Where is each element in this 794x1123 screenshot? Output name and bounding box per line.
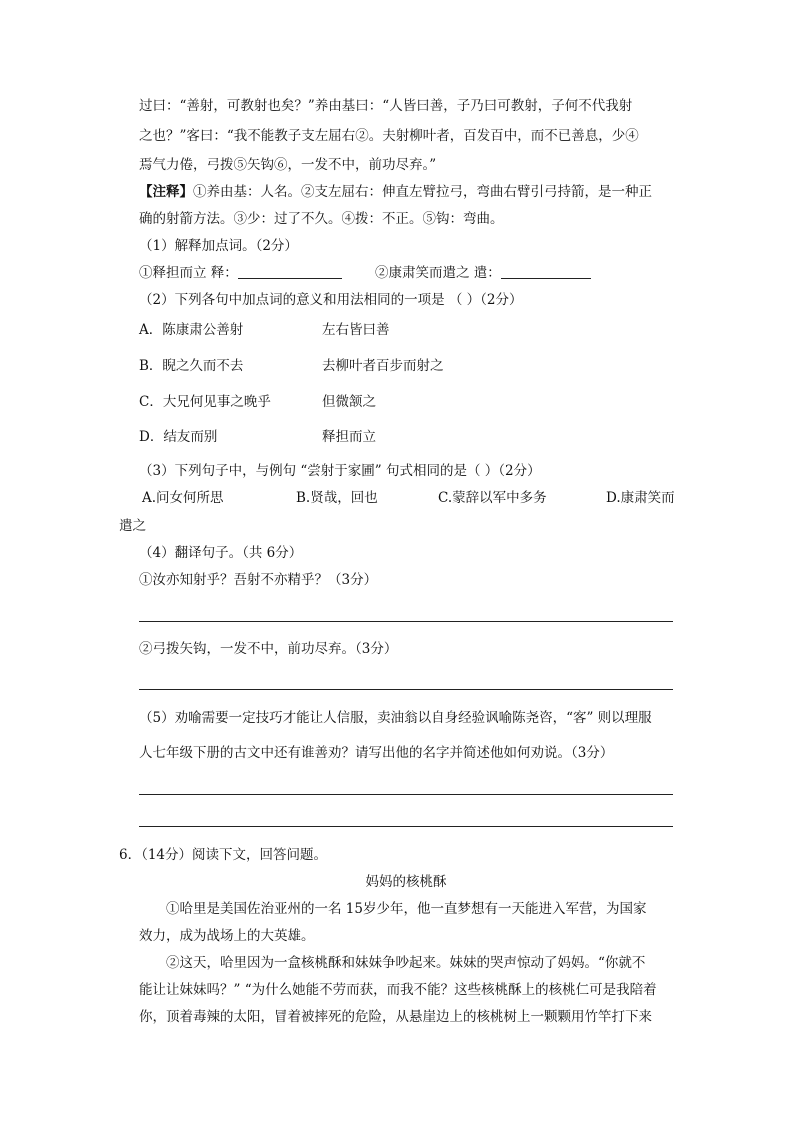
q5-line-1: （5）劝喻需要一定技巧才能让人信服，卖油翁以自身经验讽喻陈尧咨，“客” 则以理服	[139, 710, 652, 726]
q1-answer-blank-b[interactable]	[501, 264, 591, 279]
q5-answer-line-2[interactable]	[139, 826, 673, 827]
q4-answer-line-1[interactable]	[139, 621, 673, 622]
q2-option-c-right: 但微颔之	[322, 394, 376, 410]
q1-item-b: ②康肃笑而遣之 遣：	[375, 263, 591, 283]
notes-line-2: 确的射箭方法。③少：过了不久。④拨：不正。⑤钩：弯曲。	[139, 211, 504, 227]
q2-option-d-left: D．结友而别	[139, 429, 218, 445]
q3-option-b: B.贤哉，回也	[296, 490, 378, 506]
q1-stem: （1）解释加点词。（2分）	[139, 238, 298, 254]
q6-paragraph-2-line-2: 能让让妹妹吗？” “为什么她能不劳而获，而我不能？这些核桃酥上的核桃仁可是我陪着	[139, 982, 657, 998]
passage-line-2: 之也？”客曰：“我不能教子支左屈右②。夫射柳叶者，百发百中，而不已善息，少④	[139, 128, 639, 144]
q6-paragraph-1-line-2: 效力，成为战场上的大英雄。	[139, 928, 315, 944]
q1-item-a: ①释担而立 释：	[139, 263, 342, 283]
notes-line-1: 【注释】①养由基：人名。②支左屈右：伸直左臂拉弓，弯曲右臂引弓持箭，是一种正	[139, 184, 652, 200]
q4-stem: （4）翻译句子。（共 6分）	[139, 545, 303, 561]
q3-stem: （3）下列句子中，与例句 “尝射于家圃” 句式相同的是（ ）（2分）	[139, 463, 541, 479]
q2-stem: （2）下列各句中加点词的意义和用法相同的一项是 （ ）（2分）	[139, 292, 523, 308]
q6-paragraph-2-line-1: ②这天，哈里因为一盒核桃酥和妹妹争吵起来。妹妹的哭声惊动了妈妈。“你就不	[166, 955, 646, 971]
q4-sentence-1: ①汝亦知射乎？吾射不亦精乎？（3分）	[139, 572, 378, 588]
notes-label: 【注释】	[139, 184, 193, 200]
q4-answer-line-2[interactable]	[139, 689, 673, 690]
passage-line-3: 焉气力倦，弓拨⑤矢钩⑥，一发不中，前功尽弃。”	[139, 157, 437, 173]
q5-line-2: 人七年级下册的古文中还有谁善劝？请写出他的名字并简述他如何劝说。（3分）	[139, 745, 614, 761]
q4-sentence-2: ②弓拨矢钩，一发不中，前功尽弃。（3分）	[139, 641, 398, 657]
q3-option-c: C.蒙辞以军中多务	[438, 490, 547, 506]
q6-paragraph-1-line-1: ①哈里是美国佐治亚州的一名 15岁少年，他一直梦想有一天能进入军营，为国家	[166, 901, 647, 917]
q2-option-b-left: B．睨之久而不去	[139, 358, 244, 374]
q2-option-a-right: 左右皆曰善	[322, 322, 390, 338]
q3-option-d-continued: 遣之	[119, 518, 146, 534]
q2-option-d-right: 释担而立	[322, 429, 376, 445]
q2-option-c-left: C．大兄何见事之晚乎	[139, 394, 271, 410]
passage-line-1: 过曰：“善射，可教射也矣？”养由基曰：“人皆曰善，子乃曰可教射，子何不代我射	[139, 98, 633, 114]
q3-option-d: D.康肃笑而	[606, 490, 675, 506]
q2-option-a-left: A．陈康肃公善射	[139, 322, 244, 338]
q2-option-b-right: 去柳叶者百步而射之	[322, 358, 444, 374]
q6-stem: 6．（14分）阅读下文，回答问题。	[119, 847, 328, 863]
q1-answer-blank-a[interactable]	[238, 264, 342, 279]
q6-article-title: 妈妈的核桃酥	[365, 874, 447, 890]
q3-option-a: A.问女何所思	[142, 490, 224, 506]
q6-paragraph-2-line-3: 你，顶着毒辣的太阳，冒着被摔死的危险，从悬崖边上的核桃树上一颗颗用竹竿打下来	[139, 1009, 652, 1025]
q5-answer-line-1[interactable]	[139, 794, 673, 795]
